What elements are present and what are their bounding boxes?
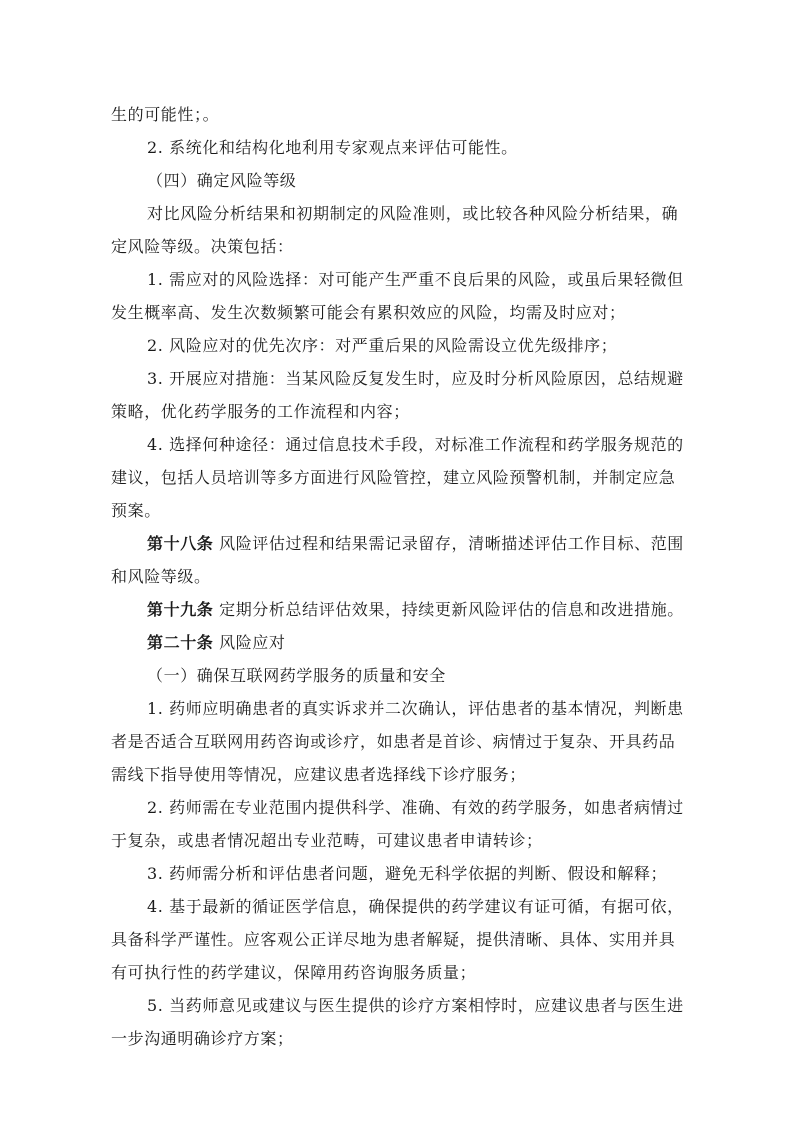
text-line: 2. 风险应对的优先次序：对严重后果的风险需设立优先级排序； bbox=[147, 336, 618, 355]
text-line: 对比风险分析结果和初期制定的风险准则，或比较各种风险分析结果，确 bbox=[147, 204, 679, 223]
section-heading: （一）确保互联网药学服务的质量和安全 bbox=[147, 666, 446, 685]
text-line: 具备科学严谨性。应客观公正详尽地为患者解疑，提供清晰、具体、实用并具 bbox=[111, 930, 676, 949]
article-text: 定期分析总结评估效果，持续更新风险评估的信息和改进措施。 bbox=[219, 600, 684, 619]
article-number: 第十九条 bbox=[147, 600, 214, 619]
article-number: 第十八条 bbox=[147, 534, 214, 553]
article-line bbox=[147, 599, 684, 621]
text-line: 预案。 bbox=[111, 501, 161, 520]
article-line bbox=[147, 632, 286, 654]
text-line: 于复杂，或患者情况超出专业范畴，可建议患者申请转诊； bbox=[111, 831, 543, 850]
text-line: 3. 开展应对措施：当某风险反复发生时，应及时分析风险原因，总结规避 bbox=[147, 369, 684, 388]
text-line: 策略，优化药学服务的工作流程和内容； bbox=[111, 402, 410, 421]
article-text: 风险评估过程和结果需记录留存，清晰描述评估工作目标、范围 bbox=[219, 534, 684, 553]
text-line: 定风险等级。决策包括： bbox=[111, 237, 294, 256]
text-line: 和风险等级。 bbox=[111, 567, 211, 586]
article-line bbox=[147, 533, 684, 555]
text-line: 2. 系统化和结构化地利用专家观点来评估可能性。 bbox=[147, 138, 518, 157]
text-line: 4. 基于最新的循证医学信息，确保提供的药学建议有证可循，有据可依， bbox=[147, 897, 684, 916]
article-number: 第二十条 bbox=[147, 633, 214, 652]
text-line: 2. 药师需在专业范围内提供科学、准确、有效的药学服务，如患者病情过 bbox=[147, 798, 684, 817]
text-line: 1. 需应对的风险选择：对可能产生严重不良后果的风险，或虽后果轻微但 bbox=[147, 270, 684, 289]
section-heading: （四）确定风险等级 bbox=[147, 171, 297, 190]
text-line: 1. 药师应明确患者的真实诉求并二次确认，评估患者的基本情况，判断患 bbox=[147, 699, 684, 718]
text-line: 生的可能性；。 bbox=[111, 105, 220, 124]
text-line: 者是否适合互联网用药咨询或诊疗，如患者是首诊、病情过于复杂、开具药品 bbox=[111, 732, 676, 751]
text-line: 发生概率高、发生次数频繁可能会有累积效应的风险，均需及时应对； bbox=[111, 303, 626, 322]
text-line: 建议，包括人员培训等多方面进行风险管控，建立风险预警机制，并制定应急 bbox=[111, 468, 676, 487]
text-line: 有可执行性的药学建议，保障用药咨询服务质量； bbox=[111, 963, 477, 982]
article-text: 风险应对 bbox=[219, 633, 286, 652]
text-line: 3. 药师需分析和评估患者问题，避免无科学依据的判断、假设和解释； bbox=[147, 864, 668, 883]
text-line: 一步沟通明确诊疗方案； bbox=[111, 1029, 294, 1048]
text-line: 5. 当药师意见或建议与医生提供的诊疗方案相悖时，应建议患者与医生进 bbox=[147, 996, 684, 1015]
text-line: 需线下指导使用等情况，应建议患者选择线下诊疗服务； bbox=[111, 765, 527, 784]
text-line: 4. 选择何种途径：通过信息技术手段，对标准工作流程和药学服务规范的 bbox=[147, 435, 684, 454]
